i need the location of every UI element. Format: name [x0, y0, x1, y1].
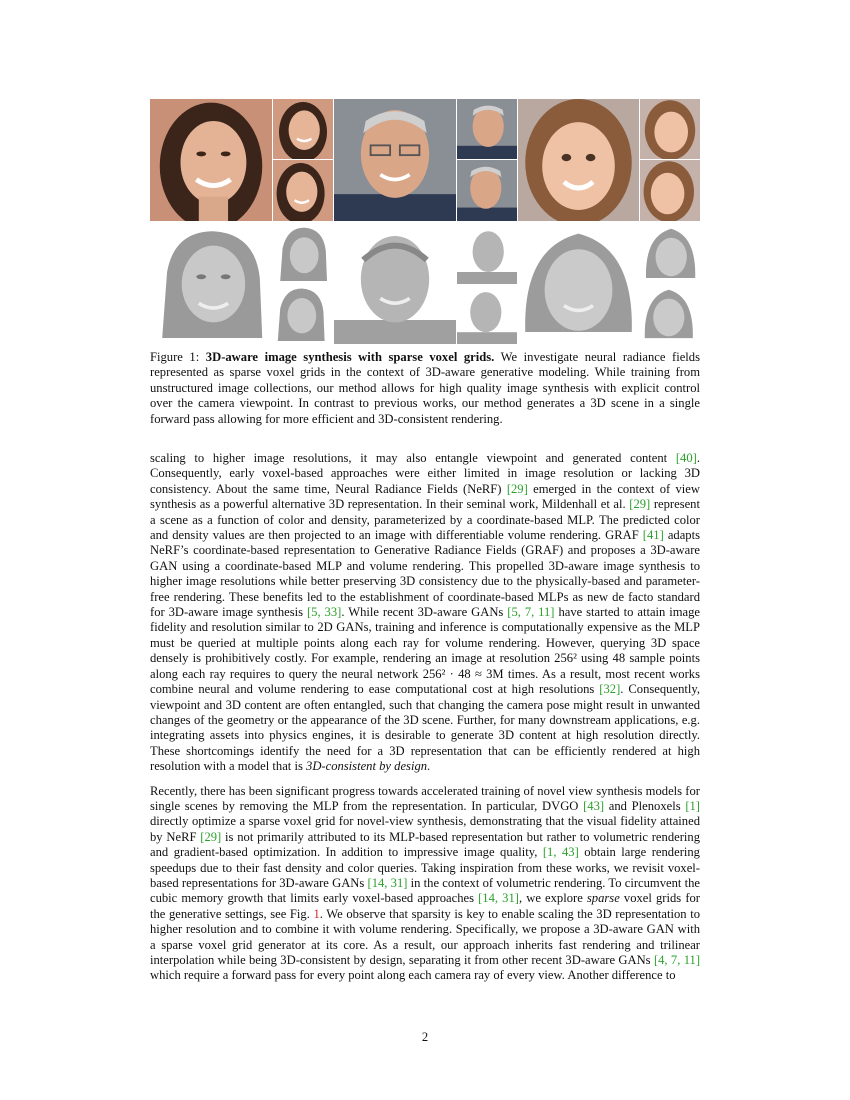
emphasis-text: 3D-consistent by design	[306, 759, 428, 774]
figure-reference-link[interactable]: 1	[313, 906, 320, 921]
citation-link[interactable]: [14, 31]	[367, 875, 408, 890]
citation-link[interactable]: [5, 7, 11]	[507, 605, 555, 620]
paragraph-2	[150, 784, 700, 984]
rgb-man-view-1	[457, 99, 517, 159]
geometry-child-large	[518, 224, 639, 344]
rgb-image-row	[150, 99, 700, 221]
text-run: adapts NeRF’s coordinate-based representation to Generative Radiance Fields (GRAF) and proposes a 3D-aware GAN using a coordinate-based MLP and volume rendering. This propelled 3D-aware image synthesis to higher image resolutions while better preserving 3D consistency due to the physically-based and parameter-free rendering. These benefits led to the establishment of coordinate-based MLPs as new de facto standard for 3D-aware image synthesis	[150, 528, 701, 620]
geometry-woman-view-2	[273, 285, 333, 344]
paragraph-1	[150, 451, 700, 775]
text-run: voxel grids for the generative settings, see Fig.	[150, 891, 701, 921]
text-run: , we explore	[518, 891, 587, 906]
citation-link[interactable]: [4, 7, 11]	[653, 953, 701, 967]
text-run: .	[427, 759, 431, 774]
emphasis-text: sparse	[586, 891, 620, 906]
text-run: in the context of volumetric rendering. To circumvent the cubic memory growth that limits early voxel-based approaches	[150, 875, 701, 906]
rgb-woman-view-2	[273, 160, 333, 221]
text-run: . While recent 3D-aware GANs	[341, 605, 508, 620]
text-run: . We observe that sparsity is key to enable scaling the 3D representation to higher resolution and to combine it with volume rendering. Specifically, we propose a 3D-aware GAN with a sparse voxel grid generator at its core. As a result, our approach inherits fast rendering and trilinear interpolation while being 3D-consistent by design, separating it from other recent 3D-aware GANs	[150, 906, 700, 967]
geometry-woman-view-1	[273, 224, 333, 284]
text-run: obtain large rendering speedups due to their fast density and color queries. Taking inspiration from these works, we revisit voxel-based representations for 3D-aware GANs	[150, 845, 700, 890]
rgb-man-large	[334, 99, 456, 221]
figure-label: Figure 1:	[150, 350, 200, 364]
citation-link[interactable]: [32]	[599, 682, 621, 697]
text-run: directly optimize a sparse voxel grid for novel-view synthesis, demonstrating that the visual fidelity attained by NeRF	[150, 814, 700, 844]
text-run: have started to attain image fidelity and resolution similar to 2D GANs, training and inference is computationally expensive as the MLP must be queried at multiple points along each ray for volume rendering. However, querying 3D space densely is prohibitively costly. For example, rendering an image at resolution 256² using 48 sample points along each ray requires to query the neural network 256² · 48 ≈ 3M times. As a result, most recent works combine neural and volume rendering to ease computational cost at high resolutions	[150, 605, 701, 697]
text-run: emerged in the context of view synthesis as a powerful alternative 3D representation. In their seminal work, Mildenhall et al.	[150, 481, 700, 512]
text-run: which require a forward pass for every point along each camera ray of every view. Another difference to	[150, 968, 676, 983]
citation-link[interactable]: [29]	[629, 497, 651, 512]
geometry-man-view-1	[457, 224, 517, 284]
text-run: and Plenoxels	[604, 798, 686, 813]
figure-title: 3D-aware image synthesis with sparse voxel grids.	[205, 350, 495, 364]
citation-link[interactable]: [14, 31]	[478, 891, 519, 906]
figure-caption-text: We investigate neural radiance fields represented as sparse voxel grids in the context of 3D-aware generative modeling. While training from unstructured image collections, our method allows for high quality image synthesis with explicit control over the camera viewpoint. In contrast to previous works, our method generates a 3D scene in a single forward pass allowing for more efficient and 3D-consistent rendering.	[150, 350, 700, 426]
citation-link[interactable]: [41]	[642, 528, 664, 543]
geometry-man-large	[334, 224, 456, 344]
geometry-woman-large	[150, 224, 272, 344]
geometry-child-view-1	[640, 224, 700, 284]
text-run: represent a scene as a function of color and density, parameterized by a coordinate-based MLP. The predicted color and density values are then projected to an image with differentiable volume rendering. GRAF	[150, 497, 700, 543]
geometry-man-view-2	[457, 285, 517, 344]
citation-link[interactable]: [43]	[583, 798, 605, 813]
rgb-child-large	[518, 99, 639, 221]
geometry-child-view-2	[640, 285, 700, 344]
rgb-woman-large	[150, 99, 272, 221]
text-run: Recently, there has been significant progress towards accelerated training of novel view synthesis models for single scenes by removing the MLP from the representation. In particular, DVGO	[150, 783, 700, 813]
body-text	[150, 451, 700, 993]
text-run: . Consequently, early voxel-based approaches were either limited in image resolution or lacking 3D consistency. About the same time, Neural Radiance Fields (NeRF)	[150, 451, 700, 496]
citation-link[interactable]: [40]	[675, 451, 697, 465]
text-run: scaling to higher image resolutions, it may also entangle viewpoint and generated content	[150, 451, 676, 465]
citation-link[interactable]: [1]	[685, 798, 700, 813]
rgb-child-view-2	[640, 160, 700, 221]
rgb-man-view-2	[457, 160, 517, 221]
citation-link[interactable]: [29]	[200, 829, 222, 844]
citation-link[interactable]: [1, 43]	[542, 845, 579, 860]
rgb-woman-view-1	[273, 99, 333, 159]
text-run: is not primarily attributed to its MLP-based representation but rather to volumetric rendering and gradient-based optimization. In addition to impressive image quality,	[150, 829, 700, 860]
citation-link[interactable]: [5, 33]	[306, 605, 342, 620]
text-run: . Consequently, viewpoint and 3D content are often entangled, such that changing the camera pose might result in unwanted changes of the geometry or the appearance of the 3D scene. Further, for many downstream applications, e.g. integrating assets into physics engines, it is desirable to generate 3D content at high resolution directly. These shortcomings identify the need for a 3D representation that can be efficiently rendered at high resolution with a model that is	[150, 682, 700, 774]
geometry-render-row	[150, 224, 700, 344]
figure-caption	[150, 350, 700, 427]
page-number: 2	[421, 1030, 429, 1044]
citation-link[interactable]: [29]	[506, 481, 528, 496]
figure-1	[150, 99, 700, 344]
rgb-child-view-1	[640, 99, 700, 159]
